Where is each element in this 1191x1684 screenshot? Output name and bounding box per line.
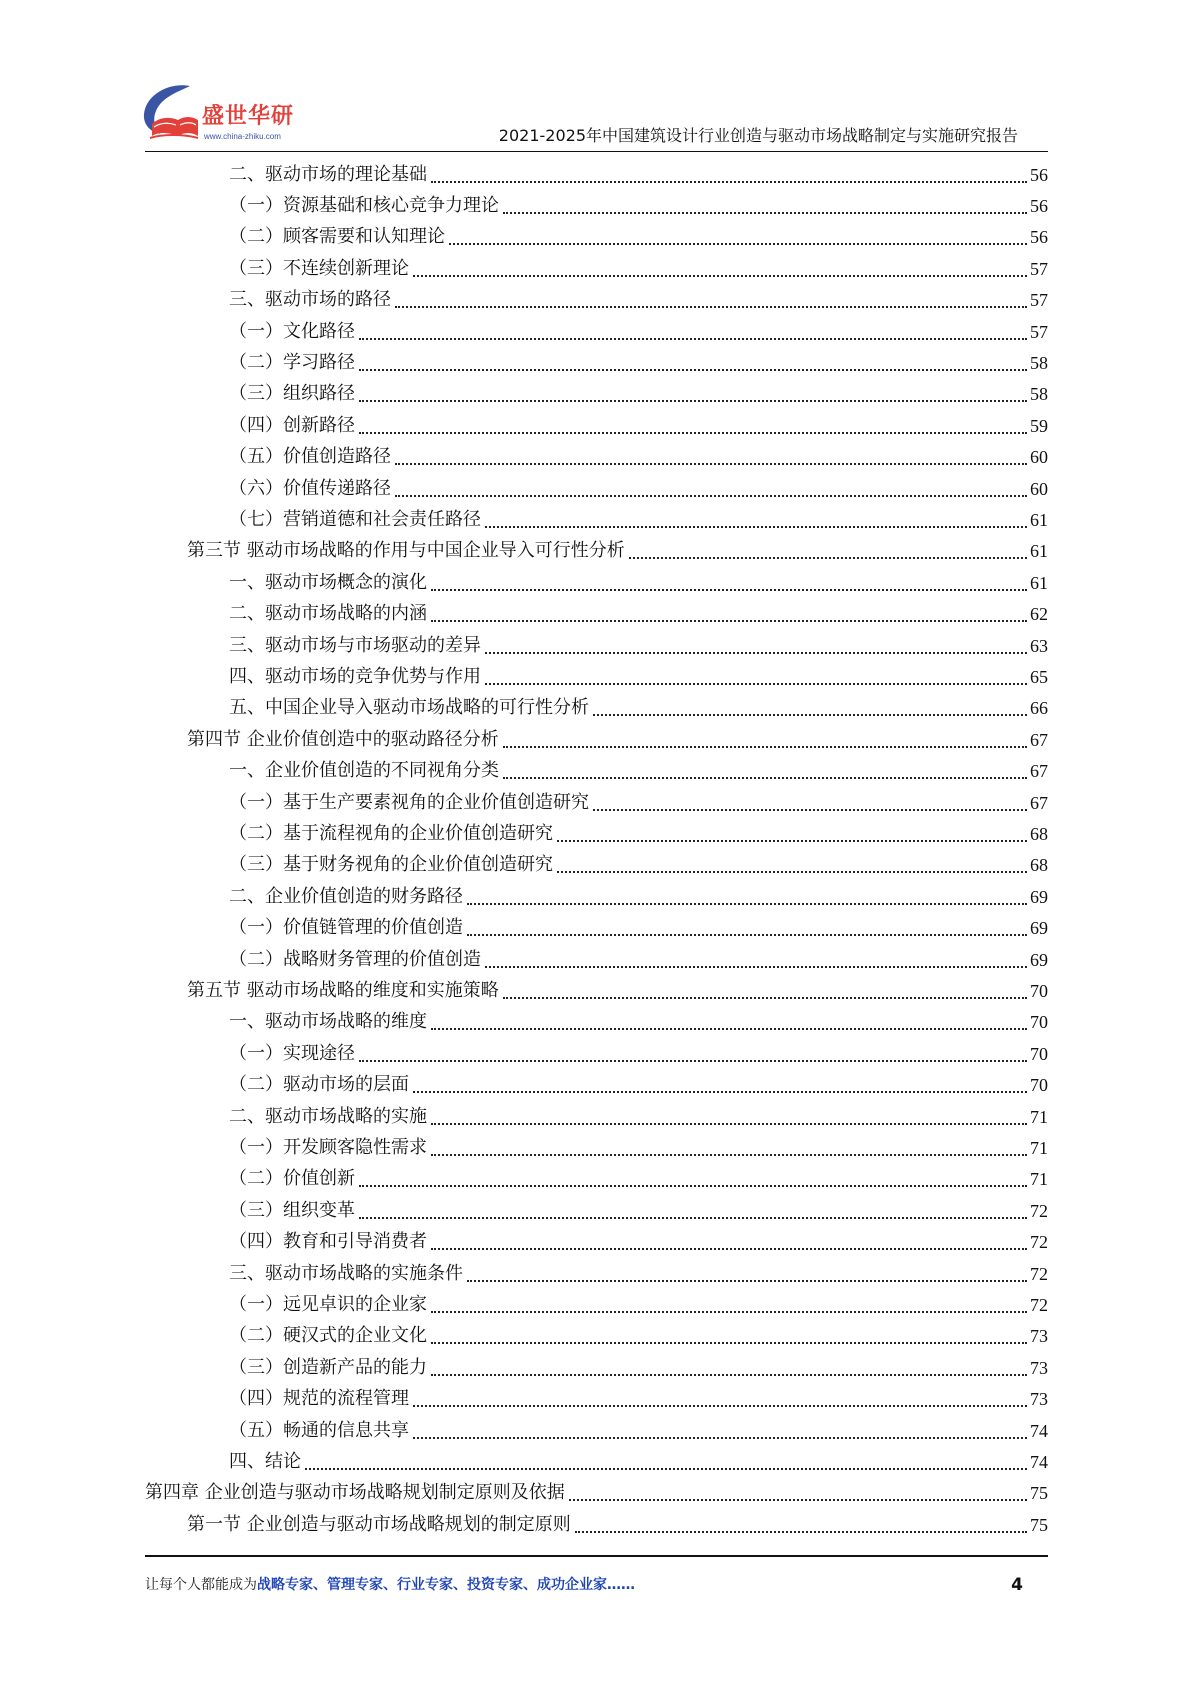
toc-entry-title: 一、驱动市场概念的演化: [229, 571, 427, 593]
toc-entry-title: （五）价值创造路径: [229, 446, 391, 468]
toc-entry[interactable]: [229, 222, 1048, 253]
toc-dot-leader: [413, 1437, 1027, 1439]
toc-dot-leader: [359, 1185, 1027, 1187]
toc-entry-page: 74: [1030, 1452, 1048, 1473]
toc-entry[interactable]: [145, 1478, 1048, 1509]
toc-entry[interactable]: [229, 1415, 1048, 1446]
toc-entry[interactable]: [229, 1352, 1048, 1383]
toc-entry-page: 61: [1030, 510, 1048, 531]
toc-entry-title: （七）营销道德和社会责任路径: [229, 509, 481, 531]
brand-name: 盛世华研: [202, 104, 295, 129]
toc-entry-page: 69: [1030, 949, 1048, 970]
toc-entry-title: （二）顾客需要和认知理论: [229, 226, 445, 248]
toc-entry[interactable]: [229, 567, 1048, 598]
toc-entry-page: 72: [1030, 1263, 1048, 1284]
toc-dot-leader: [569, 1499, 1027, 1501]
toc-dot-leader: [359, 338, 1027, 340]
toc-dot-leader: [485, 652, 1027, 654]
toc-entry[interactable]: [229, 379, 1048, 410]
toc-entry[interactable]: [229, 818, 1048, 849]
toc-entry-page: 73: [1030, 1357, 1048, 1378]
toc-entry[interactable]: [229, 1384, 1048, 1415]
toc-entry-page: 57: [1030, 321, 1048, 342]
toc-entry-page: 69: [1030, 886, 1048, 907]
toc-dot-leader: [593, 714, 1027, 716]
toc-dot-leader: [413, 275, 1027, 277]
toc-dot-leader: [359, 400, 1027, 402]
toc-dot-leader: [359, 432, 1027, 434]
toc-dot-leader: [575, 1531, 1027, 1533]
brand-logo: [138, 80, 313, 150]
toc-entry-page: 71: [1030, 1169, 1048, 1190]
toc-entry-title: （五）畅通的信息共享: [229, 1419, 409, 1441]
toc-dot-leader: [305, 1468, 1027, 1470]
toc-entry-page: 66: [1030, 698, 1048, 719]
brand-url: www.china-zhiku.com: [204, 132, 281, 141]
toc-entry-page: 56: [1030, 227, 1048, 248]
toc-entry-title: （二）驱动市场的层面: [229, 1074, 409, 1096]
toc-entry-page: 73: [1030, 1326, 1048, 1347]
toc-entry-title: （三）组织变革: [229, 1199, 355, 1221]
toc-entry[interactable]: [229, 316, 1048, 347]
toc-entry[interactable]: [229, 599, 1048, 630]
toc-entry[interactable]: [229, 913, 1048, 944]
toc-entry[interactable]: [229, 410, 1048, 441]
toc-entry-title: （一）远见卓识的企业家: [229, 1294, 427, 1316]
toc-dot-leader: [395, 463, 1027, 465]
toc-entry-title: 二、驱动市场战略的内涵: [229, 603, 427, 625]
toc-entry[interactable]: [187, 536, 1048, 567]
toc-entry-title: 一、企业价值创造的不同视角分类: [229, 760, 499, 782]
toc-entry-title: 二、驱动市场的理论基础: [229, 163, 427, 185]
toc-entry-title: （四）创新路径: [229, 414, 355, 436]
toc-entry-page: 57: [1030, 258, 1048, 279]
toc-dot-leader: [359, 369, 1027, 371]
toc-entry-title: （三）组织路径: [229, 383, 355, 405]
toc-entry[interactable]: [229, 881, 1048, 912]
toc-dot-leader: [413, 1091, 1027, 1093]
toc-entry-page: 60: [1030, 447, 1048, 468]
toc-entry-page: 70: [1030, 1043, 1048, 1064]
toc-dot-leader: [431, 589, 1027, 591]
toc-entry-title: （一）价值链管理的价值创造: [229, 917, 463, 939]
toc-dot-leader: [467, 1280, 1027, 1282]
toc-entry[interactable]: [229, 1195, 1048, 1226]
page-header: [0, 0, 1191, 150]
footer-slogan: [145, 1575, 635, 1595]
toc-dot-leader: [431, 1248, 1027, 1250]
toc-entry-title: 第三节 驱动市场战略的作用与中国企业导入可行性分析: [187, 540, 625, 562]
toc-entry[interactable]: [229, 285, 1048, 316]
toc-dot-leader: [467, 903, 1027, 905]
toc-entry-page: 56: [1030, 196, 1048, 217]
toc-entry-page: 75: [1030, 1514, 1048, 1535]
toc-dot-leader: [503, 997, 1027, 999]
toc-entry-title: （二）基于流程视角的企业价值创造研究: [229, 823, 553, 845]
toc-dot-leader: [503, 212, 1027, 214]
toc-entry-title: （四）教育和引导消费者: [229, 1231, 427, 1253]
toc-dot-leader: [593, 809, 1027, 811]
toc-dot-leader: [431, 1154, 1027, 1156]
toc-dot-leader: [485, 683, 1027, 685]
toc-entry-title: 三、驱动市场战略的实施条件: [229, 1262, 463, 1284]
toc-entry[interactable]: [229, 504, 1048, 535]
toc-entry[interactable]: [229, 190, 1048, 221]
toc-dot-leader: [449, 243, 1027, 245]
toc-entry[interactable]: [187, 724, 1048, 755]
toc-entry-page: 68: [1030, 855, 1048, 876]
toc-entry[interactable]: [229, 347, 1048, 378]
toc-dot-leader: [413, 1405, 1027, 1407]
toc-entry-page: 60: [1030, 478, 1048, 499]
toc-entry[interactable]: [229, 1132, 1048, 1163]
toc-entry-title: 二、驱动市场战略的实施: [229, 1105, 427, 1127]
toc-entry-title: 第四节 企业价值创造中的驱动路径分析: [187, 728, 499, 750]
toc-entry[interactable]: [229, 693, 1048, 724]
toc-entry[interactable]: [229, 253, 1048, 284]
toc-entry-title: 四、结论: [229, 1451, 301, 1473]
toc-entry-title: 三、驱动市场的路径: [229, 289, 391, 311]
toc-dot-leader: [503, 746, 1027, 748]
toc-entry-page: 70: [1030, 1012, 1048, 1033]
toc-entry-title: （二）硬汉式的企业文化: [229, 1325, 427, 1347]
toc-entry-page: 70: [1030, 1075, 1048, 1096]
toc-entry-page: 71: [1030, 1106, 1048, 1127]
toc-entry[interactable]: [229, 1007, 1048, 1038]
toc-entry[interactable]: [229, 787, 1048, 818]
toc-entry[interactable]: [229, 159, 1048, 190]
toc-entry-title: 五、中国企业导入驱动市场战略的可行性分析: [229, 697, 589, 719]
toc-entry-title: 四、驱动市场的竞争优势与作用: [229, 666, 481, 688]
toc-dot-leader: [431, 181, 1027, 183]
header-divider: [145, 151, 1048, 152]
logo-swoosh-icon: [138, 80, 200, 142]
toc-entry-title: （六）价值传递路径: [229, 477, 391, 499]
toc-dot-leader: [395, 306, 1027, 308]
toc-dot-leader: [431, 1374, 1027, 1376]
toc-entry-page: 75: [1030, 1483, 1048, 1504]
toc-entry-title: （四）规范的流程管理: [229, 1388, 409, 1410]
toc-entry-page: 67: [1030, 761, 1048, 782]
toc-entry-page: 62: [1030, 604, 1048, 625]
footer-divider: [145, 1555, 1048, 1557]
toc-entry[interactable]: [229, 1164, 1048, 1195]
toc-entry[interactable]: [229, 630, 1048, 661]
toc-entry-title: 三、驱动市场与市场驱动的差异: [229, 634, 481, 656]
toc-entry-page: 58: [1030, 353, 1048, 374]
toc-entry[interactable]: [229, 1070, 1048, 1101]
toc-dot-leader: [485, 526, 1027, 528]
toc-entry-page: 70: [1030, 981, 1048, 1002]
toc-entry-page: 69: [1030, 918, 1048, 939]
toc-entry-title: 二、企业价值创造的财务路径: [229, 885, 463, 907]
toc-entry-title: （一）开发顾客隐性需求: [229, 1137, 427, 1159]
toc-entry[interactable]: [187, 1509, 1048, 1540]
report-title: 2021-2025年中国建筑设计行业创造与驱动市场战略制定与实施研究报告: [498, 126, 1018, 145]
toc-entry-title: 一、驱动市场战略的维度: [229, 1011, 427, 1033]
toc-entry-page: 61: [1030, 572, 1048, 593]
toc-entry-title: （二）价值创新: [229, 1168, 355, 1190]
toc-entry[interactable]: [229, 661, 1048, 692]
toc-entry-page: 74: [1030, 1420, 1048, 1441]
toc-entry[interactable]: [229, 1101, 1048, 1132]
toc-dot-leader: [431, 620, 1027, 622]
toc-entry-title: （二）学习路径: [229, 352, 355, 374]
slogan-highlight: 战略专家、管理专家、行业专家、投资专家、成功企业家……: [257, 1577, 635, 1593]
toc-entry-page: 59: [1030, 415, 1048, 436]
toc-entry-page: 61: [1030, 541, 1048, 562]
toc-dot-leader: [431, 1028, 1027, 1030]
toc-entry[interactable]: [229, 1289, 1048, 1320]
toc-entry[interactable]: [229, 1446, 1048, 1477]
toc-entry[interactable]: [229, 850, 1048, 881]
toc-entry-title: （一）文化路径: [229, 320, 355, 342]
toc-dot-leader: [629, 557, 1027, 559]
toc-dot-leader: [557, 840, 1027, 842]
toc-entry[interactable]: [229, 756, 1048, 787]
toc-entry-page: 57: [1030, 290, 1048, 311]
toc-dot-leader: [485, 966, 1027, 968]
toc-dot-leader: [359, 1060, 1027, 1062]
toc-dot-leader: [467, 934, 1027, 936]
toc-entry-page: 72: [1030, 1200, 1048, 1221]
page-number: 4: [1011, 1575, 1023, 1595]
toc-entry[interactable]: [187, 975, 1048, 1006]
toc-dot-leader: [503, 777, 1027, 779]
toc-entry[interactable]: [229, 1038, 1048, 1069]
toc-entry[interactable]: [229, 1321, 1048, 1352]
toc-entry-page: 72: [1030, 1232, 1048, 1253]
toc-entry-page: 65: [1030, 667, 1048, 688]
toc-entry[interactable]: [229, 1227, 1048, 1258]
toc-entry[interactable]: [229, 473, 1048, 504]
toc-dot-leader: [557, 871, 1027, 873]
toc-entry-page: 67: [1030, 729, 1048, 750]
toc-dot-leader: [431, 1311, 1027, 1313]
toc-entry-title: （一）资源基础和核心竞争力理论: [229, 195, 499, 217]
toc-entry-page: 56: [1030, 164, 1048, 185]
toc-dot-leader: [395, 495, 1027, 497]
toc-entry-page: 71: [1030, 1138, 1048, 1159]
toc-entry-page: 68: [1030, 824, 1048, 845]
toc-entry-page: 58: [1030, 384, 1048, 405]
toc-dot-leader: [359, 1217, 1027, 1219]
toc-entry-page: 72: [1030, 1295, 1048, 1316]
toc-entry-title: 第一节 企业创造与驱动市场战略规划的制定原则: [187, 1513, 571, 1535]
toc-entry[interactable]: [229, 442, 1048, 473]
toc-entry-page: 67: [1030, 792, 1048, 813]
toc-entry-page: 73: [1030, 1389, 1048, 1410]
toc-entry[interactable]: [229, 944, 1048, 975]
toc-entry[interactable]: [229, 1258, 1048, 1289]
toc-entry-title: （三）基于财务视角的企业价值创造研究: [229, 854, 553, 876]
toc-entry-title: （一）基于生产要素视角的企业价值创造研究: [229, 791, 589, 813]
slogan-prefix: 让每个人都能成为: [145, 1577, 257, 1593]
toc-entry-title: （二）战略财务管理的价值创造: [229, 948, 481, 970]
toc-entry-title: 第四章 企业创造与驱动市场战略规划制定原则及依据: [145, 1482, 565, 1504]
toc-entry-title: （一）实现途径: [229, 1042, 355, 1064]
toc-entry-title: （三）创造新产品的能力: [229, 1356, 427, 1378]
toc-dot-leader: [431, 1123, 1027, 1125]
toc-entry-title: 第五节 驱动市场战略的维度和实施策略: [187, 980, 499, 1002]
toc-entry-title: （三）不连续创新理论: [229, 257, 409, 279]
toc-dot-leader: [431, 1342, 1027, 1344]
toc-entry-page: 63: [1030, 635, 1048, 656]
